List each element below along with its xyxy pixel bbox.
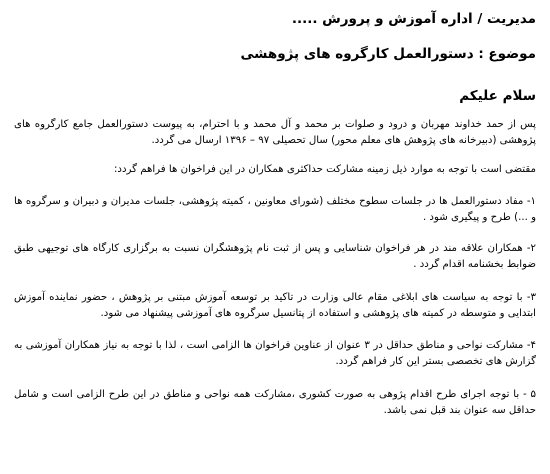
recipient-line: مدیریت / اداره آموزش و پرورش ..... bbox=[291, 11, 536, 27]
list-item: ۳- با توجه به سیاست های ابلاغی مقام عالی وزارت در تاکید بر توسعه آموزش مبتنی بر پژوهش ، حضور نماینده آموزش ابتدایی و متوسطه در کمیته های پژوهشی و استفاده از پتانسیل سرگروه های آموزشی پیشنهاد می شود. bbox=[14, 292, 536, 319]
subject-line: موضوع : دستورالعمل کارگروه های پژوهشی bbox=[240, 46, 536, 62]
list-item: ۱- مفاد دستورالعمل ها در جلسات سطوح مختلف (شورای معاونین ، کمیته پژوهشی، جلسات مدیران و دبیران و سرگروه ها و ...) طرح و پیگیری شود . bbox=[14, 196, 536, 223]
greeting: سلام علیکم bbox=[459, 88, 536, 104]
list-item: ۲- همکاران علاقه مند در هر فراخوان شناسایی و پس از ثبت نام پژوهشگران نسبت به برگزاری کارگاه های توجیهی طبق ضوابط بخشنامه اقدام گردد . bbox=[14, 243, 536, 270]
list-item: ۴- مشارکت نواحی و مناطق حداقل در ۳ عنوان از عناوین فراخوان ها الزامی است ، لذا با توجه به نیاز همکاران آموزشی به گزارش های تخصصی بستر این کار فراهم گردد. bbox=[14, 340, 536, 367]
list-item: ۵ - با توجه اجرای طرح اقدام پژوهی به صورت کشوری ،مشارکت همه نواحی و مناطق در این طرح الزامی است و شامل حداقل سه عنوان بند قبل نمی باشد. bbox=[14, 389, 536, 416]
intro-paragraph: پس از حمد خداوند مهربان و درود و صلوات بر محمد و آل محمد و با احترام، به پیوست دستورالعمل جامع کارگروه های پژوهشی (دبیرخانه های پژوهش های معلم محور) سال تحصیلی ۹۷ – ۱۳۹۶ ارسال می گردد. bbox=[14, 119, 536, 146]
lead-paragraph: مقتضی است با توجه به موارد ذیل زمینه مشارکت حداکثری همکاران در این فراخوان ها فراهم گردد: bbox=[113, 164, 536, 175]
